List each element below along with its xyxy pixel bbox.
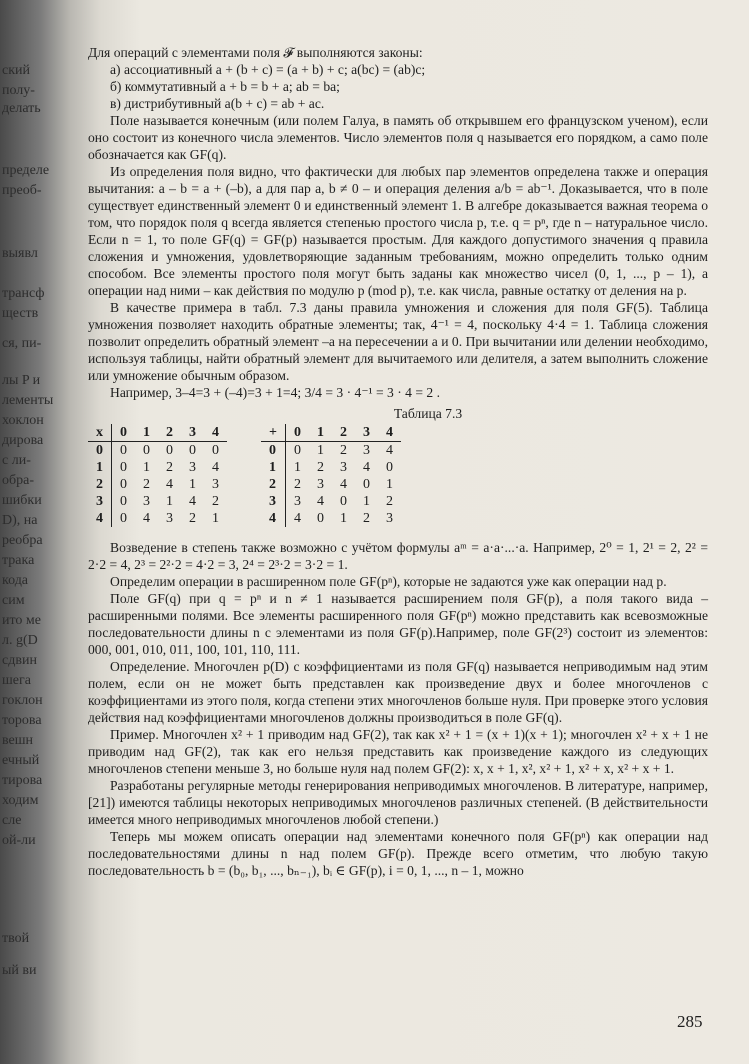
table-row: [261, 476, 401, 493]
table-header-cell: 4: [378, 424, 401, 442]
table-cell: 1: [166, 494, 173, 509]
row-header-cell: 3: [88, 493, 112, 510]
table-cell: 3: [189, 460, 196, 475]
table-cell: 1: [293, 460, 301, 475]
margin-fragment: сим: [2, 593, 25, 608]
table-row: [261, 459, 401, 476]
table-cell: 0: [212, 443, 219, 458]
margin-fragment: ществ: [2, 306, 39, 321]
table-header-cell: 0: [112, 424, 136, 442]
paragraph-irreducible-example: Пример. Многочлен x² + 1 приводим над GF(2), так как x² + 1 = (x + 1)(x + 1); многочлен x² + x + 1 не приводим над GF(2), так как его нельзя представить как произведение каждого из следующих многочленов степени меньше 3, но больше нуля над полем GF(2): x, x + 1, x², x² + 1, x² + x, x² + x + 1.: [88, 727, 708, 776]
margin-fragment: твой: [2, 931, 30, 946]
table-row: [261, 442, 401, 460]
table-header-cell: 2: [158, 424, 181, 442]
margin-fragment: трака: [2, 553, 35, 568]
margin-fragment: обра-: [2, 473, 34, 488]
table-header-cell: 3: [181, 424, 204, 442]
paragraph-finite-field: Поле называется конечным (или полем Галуа, в память об открывшем его французском ученом), если оно состоит из конечного числа элементов. Число элементов поля q называется его порядком, а само поле обозначается как GF(q).: [88, 113, 708, 162]
table-cell: 0: [120, 511, 127, 526]
row-header-cell: 2: [261, 476, 285, 493]
table-cell: 0: [339, 494, 347, 509]
table-cell: 1: [339, 511, 347, 526]
margin-fragment: делать: [2, 101, 41, 116]
table-cell: 2: [293, 477, 301, 492]
row-header-cell: 3: [261, 493, 285, 510]
table-cell: 3: [362, 443, 370, 458]
paragraph-methods: Разработаны регулярные методы генерирования неприводимых многочленов. В литературе, например, [21]) имеются таблицы некоторых неприводимых многочленов различных степеней. (В действительности имеется много неприводимых многочленов любой степени.): [88, 778, 708, 827]
table-cell: 1: [316, 443, 324, 458]
table-cell: 0: [362, 477, 370, 492]
table-cell: 2: [362, 511, 370, 526]
margin-fragment: преоб-: [2, 183, 42, 198]
table-header-cell: 1: [135, 424, 158, 442]
table-header-cell: 4: [204, 424, 227, 442]
margin-fragment: выявл: [2, 246, 38, 261]
margin-fragment: хоклон: [2, 413, 44, 428]
table-cell: 4: [189, 494, 196, 509]
page-content: [88, 44, 708, 879]
table-cell: 4: [212, 460, 219, 475]
row-header-cell: 0: [261, 442, 285, 460]
paragraph-example-calc: Например, 3–4=3 + (–4)=3 + 1=4; 3/4 = 3 · 4⁻¹ = 3 · 4 = 2 .: [110, 385, 441, 400]
table-cell: 3: [143, 494, 150, 509]
table-cell: 4: [362, 460, 370, 475]
table-cell: 4: [316, 494, 324, 509]
table-cell: 3: [316, 477, 324, 492]
paragraph-table-example: В качестве примера в табл. 7.3 даны правила умножения и сложения для поля GF(5). Таблица умножения позволяет находить обратные элементы; так, 4⁻¹ = 4, поскольку 4·4 = 1. Таблица сложения позволит определить обратный элемент –a на пересечении a и 0. При вычитании или делении необходимо, используя таблицы, найти обратный элемент для вычитаемого или делителя, а затем выполнить сложение или умножение обычным образом.: [88, 300, 708, 383]
paragraph-field-definition: Из определения поля видно, что фактически для любых пар элементов определена также и операция вычитания: a – b = a + (–b), а для пар a, b ≠ 0 – и операция деления a/b = ab⁻¹. Доказывается, что в поле существует единственный элемент 0 и единственный элемент 1. В алгебре доказывается важная теорема о том, что порядок поля q всегда является степенью простого числа p, т.е. q = pⁿ, где n – натуральное число. Если n = 1, то поле GF(q) = GF(p) называется простым. Для каждого допустимого значения q правила сложения и умножения, удовлетворяющие заданным требованиям, можно определить только одним способом. Все элементы простого поля могут быть заданы как множество чисел (0, 1, ..., p – 1), а операции над ними – как действия по модулю p (mod p), т.е. как числа, равные остатку от деления на p.: [88, 164, 708, 298]
table-cell: 3: [385, 511, 393, 526]
multiplication-table: [88, 424, 227, 527]
table-cell: 4: [385, 443, 393, 458]
table-cell: 1: [362, 494, 370, 509]
margin-fragment: лементы: [2, 393, 54, 408]
paragraph-irreducible-definition: Определение. Многочлен p(D) с коэффициентами из поля GF(q) называется неприводимым над этим полем, если он не может быть представлен как произведение двух и более многочленов с коэффициентами из этого поля, когда степени этих многочленов больше нуля. При проверке этого условия действия над коэффициентами многочленов должны производиться в поле GF(q).: [88, 659, 708, 725]
margin-fragment: шибки: [2, 493, 42, 508]
table-header-cell: 0: [285, 424, 309, 442]
paragraph-exponent: Возведение в степень также возможно с учётом формулы aᵐ = a·a·...·a. Например, 2⁰ = 1, 2¹ = 2, 2² = 2·2 = 4, 2³ = 2²·2 = 4·2 = 3, 2⁴ = 2³·2 = 3·2 = 1.: [88, 540, 708, 572]
table-cell: 2: [212, 494, 219, 509]
table-cell: 2: [189, 511, 196, 526]
table-header-cell: 3: [355, 424, 378, 442]
table-cell: 2: [143, 477, 150, 492]
margin-fragment: реобра: [2, 533, 43, 548]
table-cell: 0: [120, 477, 127, 492]
table-cell: 2: [166, 460, 173, 475]
table-cell: 0: [293, 443, 301, 458]
margin-fragment: дирова: [2, 433, 44, 448]
table-cell: 2: [385, 494, 393, 509]
table-cell: 0: [316, 511, 324, 526]
margin-fragment: ечный: [2, 753, 40, 768]
margin-fragment: лы P и: [2, 373, 41, 388]
margin-fragment: ся, пи-: [2, 336, 42, 351]
table-cell: 2: [339, 443, 347, 458]
margin-fragment: кода: [2, 573, 29, 588]
tables-row: [88, 424, 708, 527]
page-number: 285: [677, 1012, 703, 1031]
table-row: [88, 493, 227, 510]
table-row: [88, 510, 227, 527]
table-header-cell: 2: [332, 424, 355, 442]
table-row: [88, 442, 227, 460]
paragraph-extension-field: Поле GF(q) при q = pⁿ и n ≠ 1 называется расширением поля GF(p), а поля такого вида – расширенными полями. Все элементы расширенного поля GF(pⁿ) можно представить как всевозможные последовательности длины n с элементами из поля GF(p).Например, поле GF(2³) состоит из элементов: 000, 001, 010, 011, 100, 101, 110, 111.: [88, 591, 708, 657]
margin-fragment: гоклон: [2, 693, 43, 708]
table-operator: x: [88, 424, 112, 442]
margin-fragment: пределе: [2, 163, 50, 178]
table-header-cell: 1: [309, 424, 332, 442]
table-cell: 1: [385, 477, 393, 492]
table-cell: 4: [143, 511, 150, 526]
laws-intro: Для операций с элементами поля 𝓕 выполняются законы:: [88, 45, 423, 60]
table-cell: 4: [293, 511, 301, 526]
table-cell: 0: [385, 460, 393, 475]
table-cell: 1: [212, 511, 219, 526]
table-cell: 0: [120, 494, 127, 509]
margin-fragment: D), на: [2, 513, 38, 528]
table-row: [88, 476, 227, 493]
table-cell: 4: [339, 477, 347, 492]
paragraph-extended-ops: Определим операции в расширенном поле GF(pⁿ), которые не задаются уже как операции над p.: [110, 574, 667, 589]
table-row: [261, 510, 401, 527]
margin-fragment: вешн: [2, 733, 34, 748]
table-cell: 1: [189, 477, 196, 492]
margin-fragment: трансф: [2, 286, 45, 301]
row-header-cell: 4: [261, 510, 285, 527]
margin-fragment: полу-: [2, 83, 35, 98]
table-cell: 0: [120, 460, 127, 475]
table-cell: 0: [166, 443, 173, 458]
margin-fragment: сдвин: [2, 653, 37, 668]
table-row: [88, 459, 227, 476]
table-cell: 0: [143, 443, 150, 458]
law-distributive: в) дистрибутивный a(b + c) = ab + ac.: [110, 96, 325, 111]
row-header-cell: 1: [88, 459, 112, 476]
table-cell: 1: [143, 460, 150, 475]
paragraph-sequences: Теперь мы можем описать операции над элементами конечного поля GF(pⁿ) как операции над последовательностями длины n над полем GF(p). Прежде всего отметим, что любую такую последовательность b = (b₀, b₁, ..., bₙ₋₁), bᵢ ∈ GF(p), i = 0, 1, ..., n – 1, можно: [88, 829, 708, 878]
margin-fragment: шега: [2, 673, 31, 688]
row-header-cell: 0: [88, 442, 112, 460]
margin-fragment: ходим: [2, 793, 39, 808]
row-header-cell: 2: [88, 476, 112, 493]
table-cell: 3: [212, 477, 219, 492]
adjacent-page-margin: [0, 0, 62, 1064]
law-associative: а) ассоциативный a + (b + c) = (a + b) + c; a(bc) = (ab)c;: [110, 62, 426, 77]
margin-fragment: с ли-: [2, 453, 31, 468]
table-operator: +: [261, 424, 285, 442]
margin-fragment: тирова: [2, 773, 43, 788]
row-header-cell: 4: [88, 510, 112, 527]
table-cell: 0: [120, 443, 127, 458]
table-cell: 3: [339, 460, 347, 475]
row-header-cell: 1: [261, 459, 285, 476]
margin-fragment: л. g(D: [2, 633, 38, 648]
addition-table: [261, 424, 401, 527]
margin-fragment: ый ви: [2, 963, 37, 978]
table-cell: 4: [166, 477, 173, 492]
table-cell: 0: [189, 443, 196, 458]
table-row: [261, 493, 401, 510]
margin-fragment: торова: [2, 713, 42, 728]
margin-fragment: сле: [2, 813, 22, 828]
law-commutative: б) коммутативный a + b = b + a; ab = ba;: [110, 79, 340, 94]
margin-fragment: ой-ли: [2, 833, 36, 848]
table-caption: Таблица 7.3: [393, 406, 463, 421]
table-cell: 3: [166, 511, 173, 526]
table-cell: 3: [293, 494, 301, 509]
margin-fragment: ито ме: [2, 613, 41, 628]
table-cell: 2: [316, 460, 324, 475]
margin-fragment: ский: [2, 63, 30, 78]
